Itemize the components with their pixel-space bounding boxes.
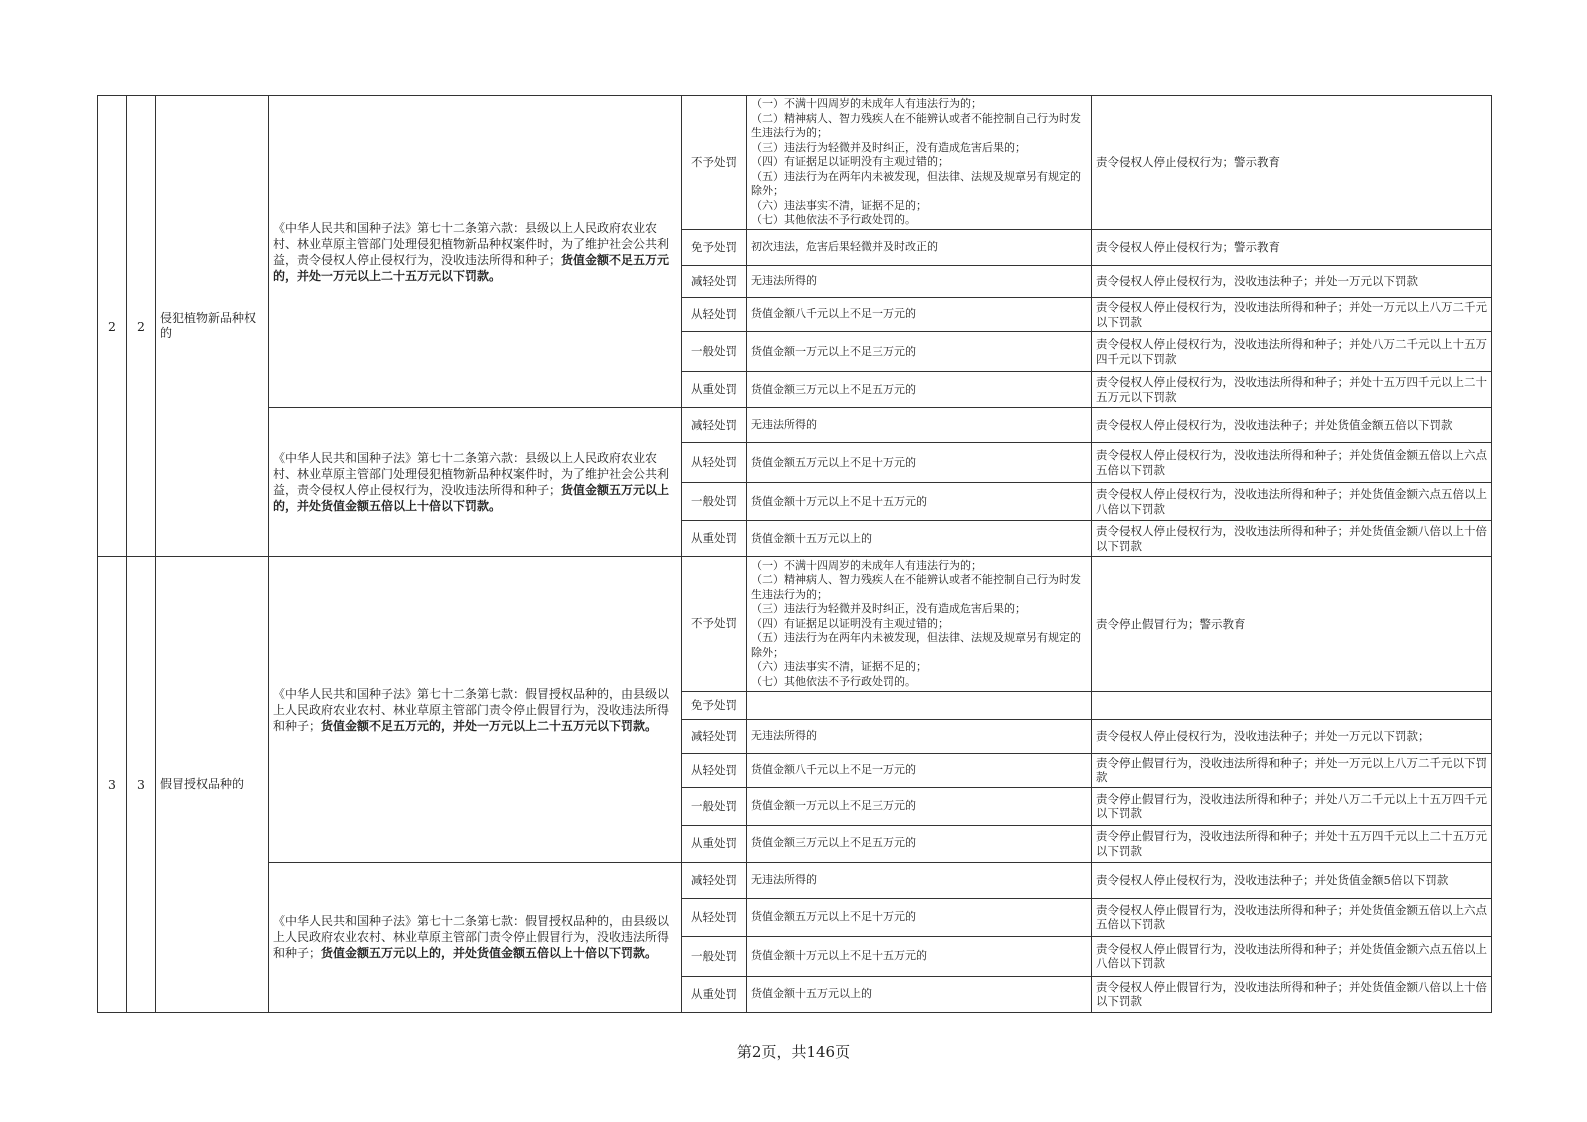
measure-cell: 责令停止假冒行为；警示教育 xyxy=(1092,557,1492,691)
condition-cell: 货值金额五万元以上不足十万元的 xyxy=(747,443,1092,483)
condition-cell: 货值金额八千元以上不足一万元的 xyxy=(747,753,1092,787)
condition-line: （三）违法行为轻微并及时纠正，没有造成危害后果的； xyxy=(751,140,1026,154)
condition-line: （一）不满十四周岁的未成年人有违法行为的； xyxy=(751,558,982,572)
condition-cell xyxy=(747,691,1092,719)
condition-cell: 无违法所得的 xyxy=(747,266,1092,298)
table-row xyxy=(98,408,1492,443)
page-number: 第2页，共146页 xyxy=(736,1043,851,1061)
table-row xyxy=(98,96,1492,230)
condition-cell: 货值金额十万元以上不足十五万元的 xyxy=(747,483,1092,521)
measure-cell: 责令侵权人停止假冒行为，没收违法所得和种子；并处货值金额六点五倍以上八倍以下罚款 xyxy=(1092,936,1492,976)
legal-basis-cell xyxy=(269,557,682,862)
measure-cell: 责令侵权人停止侵权行为，没收违法所得和种子；并处货值金额八倍以上十倍以下罚款 xyxy=(1092,521,1492,557)
condition-cell: 无违法所得的 xyxy=(747,719,1092,753)
category-cell: 从轻处罚 xyxy=(682,898,747,936)
category-cell: 一般处罚 xyxy=(682,936,747,976)
condition-line: （七）其他依法不予行政处罚的。 xyxy=(751,213,916,227)
condition-cell: 无违法所得的 xyxy=(747,862,1092,898)
category-cell: 从重处罚 xyxy=(682,825,747,862)
category-cell: 免予处罚 xyxy=(682,691,747,719)
measure-cell: 责令侵权人停止侵权行为，没收违法所得和种子；并处八万二千元以上十五万四千元以下罚款 xyxy=(1092,332,1492,372)
measure-cell: 责令侵权人停止假冒行为，没收违法所得和种子；并处货值金额八倍以上十倍以下罚款 xyxy=(1092,976,1492,1012)
legal-basis-cell xyxy=(269,862,682,1012)
measure-cell: 责令停止假冒行为，没收违法所得和种子；并处一万元以上八万二千元以下罚款 xyxy=(1092,753,1492,787)
measure-cell: 责令停止假冒行为，没收违法所得和种子；并处十五万四千元以上二十五万元以下罚款 xyxy=(1092,825,1492,862)
exempt-conditions-cell xyxy=(747,557,1092,691)
legal-basis-text: 《中华人民共和国种子法》第七十二条第七款：假冒授权品种的，由县级以上人民政府农业农村、林业草原主管部门责令停止假冒行为，没收违法所得和种子； xyxy=(273,914,670,961)
category-cell: 从轻处罚 xyxy=(682,298,747,332)
code-cell: 3 xyxy=(127,557,156,1013)
legal-basis-text: 《中华人民共和国种子法》第七十二条第六款：县级以上人民政府农业农村、林业草原主管部门处理侵犯植物新品种权案件时，为了维护社会公共利益，责令侵权人停止侵权行为，没收违法所得和种子； xyxy=(273,451,670,498)
condition-line: （四）有证据足以证明没有主观过错的； xyxy=(751,155,949,169)
measure-cell: 责令侵权人停止侵权行为；警示教育 xyxy=(1092,230,1492,266)
table-row xyxy=(98,862,1492,898)
condition-cell: 货值金额三万元以上不足五万元的 xyxy=(747,825,1092,862)
measure-cell: 责令侵权人停止假冒行为，没收违法所得和种子；并处货值金额五倍以上六点五倍以下罚款 xyxy=(1092,898,1492,936)
condition-line: （六）违法事实不清，证据不足的； xyxy=(751,198,927,212)
category-cell: 从轻处罚 xyxy=(682,443,747,483)
measure-cell: 责令侵权人停止侵权行为，没收违法所得和种子；并处十五万四千元以上二十五万元以下罚款 xyxy=(1092,372,1492,408)
code-cell: 2 xyxy=(127,96,156,557)
condition-cell: 货值金额五万元以上不足十万元的 xyxy=(747,898,1092,936)
category-cell: 免予处罚 xyxy=(682,230,747,266)
seq-cell: 2 xyxy=(98,96,127,557)
penalty-standard-table xyxy=(97,95,1492,1013)
violation-name-cell: 侵犯植物新品种权的 xyxy=(156,96,269,557)
measure-cell: 责令侵权人停止侵权行为，没收违法所得和种子；并处一万元以上八万二千元以下罚款 xyxy=(1092,298,1492,332)
category-cell: 一般处罚 xyxy=(682,332,747,372)
category-cell: 减轻处罚 xyxy=(682,408,747,443)
category-cell: 减轻处罚 xyxy=(682,719,747,753)
legal-basis-text: 《中华人民共和国种子法》第七十二条第七款：假冒授权品种的，由县级以上人民政府农业农村、林业草原主管部门责令停止假冒行为，没收违法所得和种子； xyxy=(273,686,670,733)
measure-cell: 责令侵权人停止侵权行为，没收违法种子；并处一万元以下罚款； xyxy=(1092,719,1492,753)
category-cell: 不予处罚 xyxy=(682,96,747,230)
condition-line: （五）违法行为在两年内未被发现，但法律、法规及规章另有规定的除外； xyxy=(751,169,1081,198)
measure-cell: 责令侵权人停止侵权行为，没收违法种子；并处货值金额5倍以下罚款 xyxy=(1092,862,1492,898)
measure-cell xyxy=(1092,691,1492,719)
category-cell: 从重处罚 xyxy=(682,521,747,557)
legal-basis-bold: 货值金额不足五万元的，并处一万元以上二十五万元以下罚款。 xyxy=(321,718,658,733)
measure-cell: 责令侵权人停止侵权行为；警示教育 xyxy=(1092,96,1492,230)
legal-basis-text: 《中华人民共和国种子法》第七十二条第六款：县级以上人民政府农业农村、林业草原主管部门处理侵犯植物新品种权案件时，为了维护社会公共利益，责令侵权人停止侵权行为，没收违法所得和种子； xyxy=(273,220,670,267)
legal-basis-cell xyxy=(269,96,682,408)
condition-cell: 货值金额十万元以上不足十五万元的 xyxy=(747,936,1092,976)
category-cell: 减轻处罚 xyxy=(682,862,747,898)
category-cell: 从重处罚 xyxy=(682,372,747,408)
condition-line: （一）不满十四周岁的未成年人有违法行为的； xyxy=(751,97,982,111)
category-cell: 减轻处罚 xyxy=(682,266,747,298)
category-cell: 一般处罚 xyxy=(682,483,747,521)
condition-line: （四）有证据足以证明没有主观过错的； xyxy=(751,616,949,630)
category-cell: 从轻处罚 xyxy=(682,753,747,787)
legal-basis-bold: 货值金额五万元以上的，并处货值金额五倍以上十倍以下罚款。 xyxy=(321,946,658,961)
category-cell: 从重处罚 xyxy=(682,976,747,1012)
condition-cell: 货值金额八千元以上不足一万元的 xyxy=(747,298,1092,332)
legal-basis-bold: 货值金额五万元以上的，并处货值金额五倍以上十倍以下罚款。 xyxy=(273,483,670,514)
table-row xyxy=(98,557,1492,691)
condition-cell: 货值金额十五万元以上的 xyxy=(747,976,1092,1012)
measure-cell: 责令侵权人停止侵权行为，没收违法种子；并处一万元以下罚款 xyxy=(1092,266,1492,298)
condition-cell: 货值金额十五万元以上的 xyxy=(747,521,1092,557)
measure-cell: 责令侵权人停止侵权行为，没收违法所得和种子；并处货值金额六点五倍以上八倍以下罚款 xyxy=(1092,483,1492,521)
exempt-conditions-cell xyxy=(747,96,1092,230)
legal-basis-bold: 货值金额不足五万元的，并处一万元以上二十五万元以下罚款。 xyxy=(273,252,670,283)
legal-basis-cell xyxy=(269,408,682,557)
category-cell: 不予处罚 xyxy=(682,557,747,691)
condition-line: （六）违法事实不清，证据不足的； xyxy=(751,660,927,674)
measure-cell: 责令停止假冒行为，没收违法所得和种子；并处八万二千元以上十五万四千元以下罚款 xyxy=(1092,787,1492,825)
condition-line: （二）精神病人、智力残疾人在不能辨认或者不能控制自己行为时发生违法行为的； xyxy=(751,111,1081,140)
condition-line: （五）违法行为在两年内未被发现，但法律、法规及规章另有规定的除外； xyxy=(751,631,1081,659)
condition-line: （七）其他依法不予行政处罚的。 xyxy=(751,674,916,688)
condition-cell: 无违法所得的 xyxy=(747,408,1092,443)
measure-cell: 责令侵权人停止侵权行为，没收违法种子；并处货值金额五倍以下罚款 xyxy=(1092,408,1492,443)
measure-cell: 责令侵权人停止侵权行为，没收违法所得和种子；并处货值金额五倍以上六点五倍以下罚款 xyxy=(1092,443,1492,483)
seq-cell: 3 xyxy=(98,557,127,1013)
condition-line: （三）违法行为轻微并及时纠正，没有造成危害后果的； xyxy=(751,602,1026,616)
condition-cell: 货值金额三万元以上不足五万元的 xyxy=(747,372,1092,408)
condition-cell: 初次违法，危害后果轻微并及时改正的 xyxy=(747,230,1092,266)
condition-cell: 货值金额一万元以上不足三万元的 xyxy=(747,787,1092,825)
violation-name-cell: 假冒授权品种的 xyxy=(156,557,269,1013)
category-cell: 一般处罚 xyxy=(682,787,747,825)
condition-line: （二）精神病人、智力残疾人在不能辨认或者不能控制自己行为时发生违法行为的； xyxy=(751,573,1081,601)
condition-cell: 货值金额一万元以上不足三万元的 xyxy=(747,332,1092,372)
